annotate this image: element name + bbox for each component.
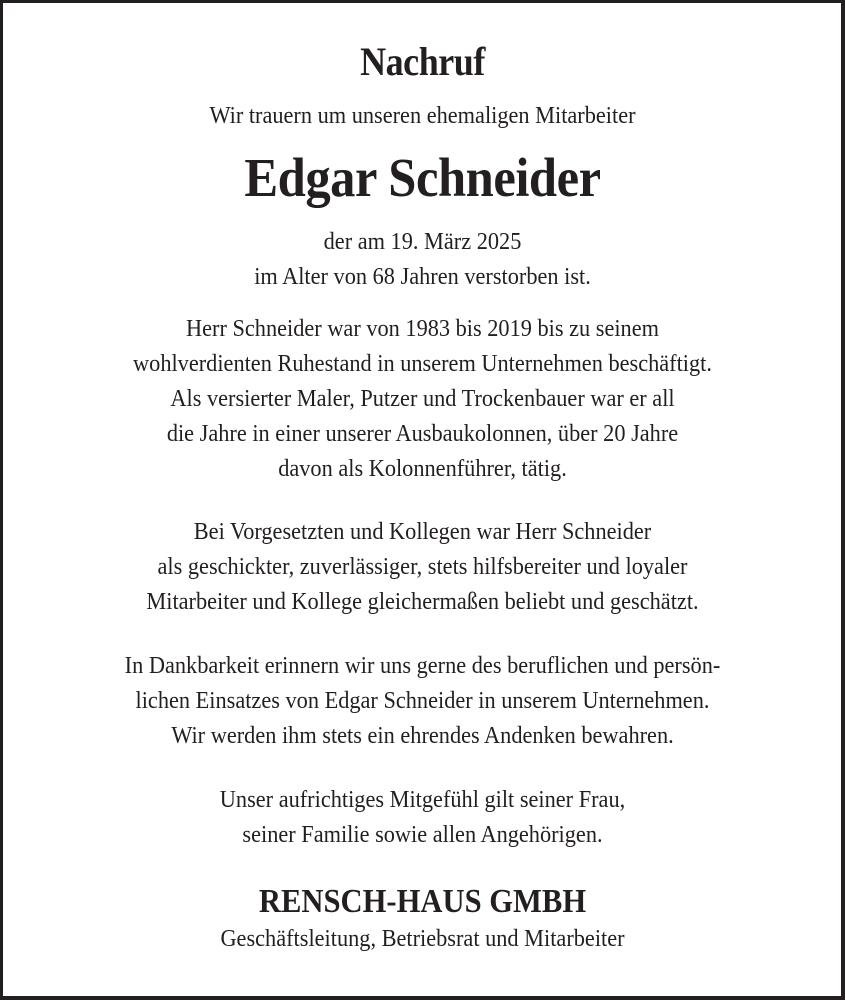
paragraph-career-line-1: Herr Schneider war von 1983 bis 2019 bis zu seinem — [186, 316, 659, 342]
paragraph-praise-line-2: als geschickter, zuverlässiger, stets hilfsbereiter und loyaler — [157, 554, 688, 580]
paragraph-gratitude-line-1: In Dankbarkeit erinnern wir uns gerne des beruflichen und persön- — [124, 653, 721, 679]
deceased-name: Edgar Schneider — [244, 147, 601, 208]
paragraph-praise-line-1: Bei Vorgesetzten und Kollegen war Herr Schneider — [193, 519, 652, 545]
paragraph-praise-line-3: Mitarbeiter und Kollege gleichermaßen beliebt und geschätzt. — [146, 589, 699, 615]
intro-line: Wir trauern um unseren ehemaligen Mitarbeiter — [209, 103, 636, 129]
paragraph-gratitude-line-2: lichen Einsatzes von Edgar Schneider in unserem Unternehmen. — [135, 688, 710, 714]
age-line: im Alter von 68 Jahren verstorben ist. — [254, 264, 591, 290]
death-date-line: der am 19. März 2025 — [323, 229, 522, 255]
notice-title: Nachruf — [360, 39, 485, 84]
paragraph-career-line-5: davon als Kolonnenführer, tätig. — [278, 456, 567, 482]
signature-line: Geschäftsleitung, Betriebsrat und Mitarbeiter — [220, 926, 625, 952]
condolence-line-1: Unser aufrichtiges Mitgefühl gilt seiner Frau, — [219, 787, 626, 813]
paragraph-career-line-3: Als versierter Maler, Putzer und Trockenbauer war er all — [170, 386, 675, 412]
condolence-line-2: seiner Familie sowie allen Angehörigen. — [242, 822, 603, 848]
paragraph-gratitude-line-3: Wir werden ihm stets ein ehrendes Andenken bewahren. — [171, 723, 674, 749]
company-name: RENSCH-HAUS GMBH — [258, 883, 587, 920]
paragraph-career-line-2: wohlverdienten Ruhestand in unserem Unternehmen beschäftigt. — [133, 351, 712, 377]
paragraph-career-line-4: die Jahre in einer unserer Ausbaukolonnen, über 20 Jahre — [166, 421, 679, 447]
